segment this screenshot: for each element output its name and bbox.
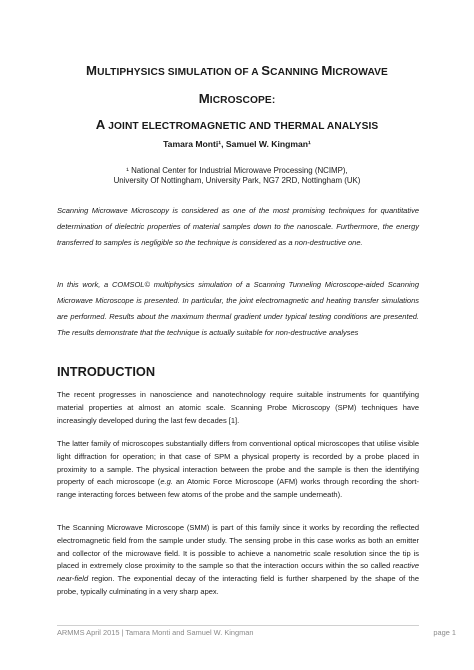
page-number: page 1 <box>433 628 456 637</box>
title-text: ICROWAVE <box>332 67 388 78</box>
affiliation-line-1: ¹ National Center for Industrial Microwave Processing (NCIMP), <box>126 166 348 175</box>
footer-citation: ARMMS April 2015 | Tamara Monti and Samuel W. Kingman <box>57 628 254 637</box>
title-initial: S <box>261 63 271 78</box>
subtitle-line <box>0 117 474 132</box>
paragraph-text: The latter family of microscopes substantially differs from conventional optical microscopes that utilise visible light diffraction for operation; in that case of SPM a physical property is recorded by a probe placed in proximity to a sample. The physical interaction between the probe and the sample is then the identifying property of each microscope ( <box>57 439 419 487</box>
title-initial: M <box>321 63 333 78</box>
affiliation-line-2: University Of Nottingham, University Park, NG7 2RD, Nottingham (UK) <box>113 176 361 185</box>
abstract-paragraph-1: Scanning Microwave Microscopy is considered as one of the most promising techniques for quantitative determination of dielectric properties of material samples down to the nanoscale. Furthermore, the energy transferred to samples is negligible so the technique is considered as a non-destructive one. <box>57 206 419 247</box>
title-line-1 <box>0 63 474 78</box>
title-text: CANNING <box>270 67 322 78</box>
title-text: ULTIPHYSICS SIMULATION OF A <box>97 67 262 78</box>
abstract-paragraph-2: In this work, a COMSOL© multiphysics simulation of a Scanning Tunneling Microscope-aided Scanning Microwave Microscope is presented. In particular, the joint electromagnetic and heating transfer simulations are performed. Results about the maximum thermal gradient under typical testing conditions are presented. The results demonstrate that the technique is actually suitable for non-destructive analyses <box>57 280 419 337</box>
footer-divider <box>57 625 419 626</box>
section-heading: INTRODUCTION <box>57 364 156 379</box>
paragraph-text: an Atomic Force Microscope (AFM) works through recording the short-range interacting forces between few atoms of the probe and the sample underneath). <box>57 477 419 500</box>
title-text: JOINT ELECTROMAGNETIC AND THERMAL ANALYSIS <box>105 121 379 132</box>
title-initial: M <box>86 63 98 78</box>
title-text: ICROSCOPE: <box>209 95 276 106</box>
body-paragraph-2 <box>57 438 419 502</box>
body-paragraph-3 <box>57 522 419 599</box>
authors: Tamara Monti¹, Samuel W. Kingman¹ <box>163 139 311 149</box>
title-initial: A <box>95 117 106 132</box>
paragraph-text: The Scanning Microwave Microscope (SMM) is part of this family since it works by recording the reflected electromagnetic field from the sample under study. The sensing probe in this case works as both an emitter and collector of the microwave field. It is possible to achieve a nanometric scale resolution since the tip is placed in extremely close proximity to the sample so that the interaction occurs within the so called <box>57 523 419 571</box>
emphasis-text: e.g. <box>160 477 173 487</box>
body-paragraph-1: The recent progresses in nanoscience and nanotechnology require suitable instruments for quantifying material properties at almost an atomic scale. Scanning Probe Microscopy (SPM) techniques have increasingly developed during the last few decades [1]. <box>57 390 419 425</box>
title-line-2 <box>0 91 474 106</box>
paragraph-text: region. The exponential decay of the interacting field is further sharpened by the shape of the probe, typically culminating in a very sharp apex. <box>57 574 419 596</box>
title-initial: M <box>198 91 210 106</box>
emphasis-text: reactive near-field <box>57 561 419 584</box>
